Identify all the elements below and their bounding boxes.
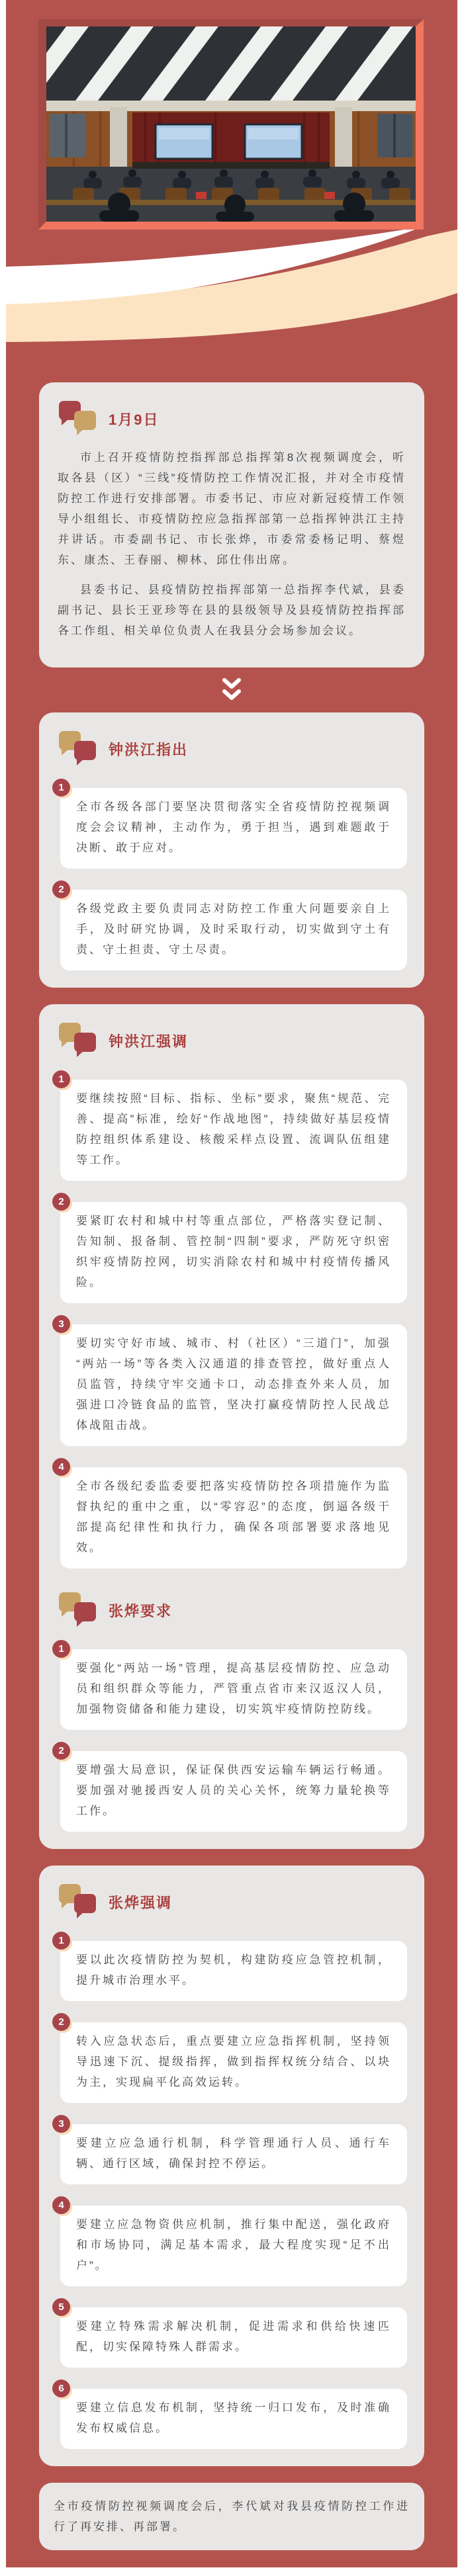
item-list — [52, 1643, 411, 1832]
numbered-item — [58, 1643, 407, 1730]
date-card-header — [59, 401, 411, 437]
item-number-badge: 1 — [52, 779, 70, 796]
section-header — [59, 1023, 411, 1058]
chat-bubble-red — [74, 1033, 96, 1052]
chat-bubbles-icon — [59, 401, 99, 437]
closing-note-card — [39, 2483, 424, 2550]
chat-bubbles-icon — [59, 731, 99, 767]
item-number-badge: 4 — [52, 1458, 70, 1476]
page-background — [6, 0, 457, 2567]
section-header — [59, 1592, 411, 1628]
section-card-zhong-emphasis — [39, 1004, 424, 1849]
numbered-item — [58, 1461, 407, 1568]
chat-bubble-red — [74, 1894, 96, 1913]
item-text: 转入应急状态后，重点要建立应急指挥机制，坚持领导迅速下沉、提级指挥，做到指挥权统分结合、以块为主，实现扁平化高效运转。 — [60, 2022, 407, 2103]
item-list — [52, 1935, 411, 2449]
numbered-item — [58, 2383, 407, 2449]
section-header — [59, 731, 411, 767]
item-text: 要建立信息发布机制，坚持统一归口发布，及时准确发布权威信息。 — [60, 2389, 407, 2449]
section-header — [59, 1884, 411, 1920]
item-text: 要建立应急通行机制，科学管理通行人员、通行车辆、通行区域，确保封控不停运。 — [60, 2124, 407, 2184]
numbered-item — [58, 2016, 407, 2103]
item-text: 要紧盯农村和城中村等重点部位，严格落实登记制、告知制、报备制、管控制“四制”要求，严防死守织密织牢疫情防控网，切实消除农村和城中村疫情传播风险。 — [60, 1202, 407, 1303]
chat-bubble-red — [74, 741, 96, 760]
item-text: 要切实守好市域、城市、村（社区）“三道门”，加强“两站一场”等各类入汉通道的排查管控，做好重点人员监管，持续守牢交通卡口，动态排查外来人员，加强进口冷链食品的监管，坚决打赢疫情防控人民战总体战阻击战。 — [60, 1324, 407, 1446]
numbered-item — [58, 1318, 407, 1446]
chat-bubbles-icon — [59, 1884, 99, 1920]
chat-bubble-red — [74, 1602, 96, 1621]
item-text: 全市各级纪委监委要把落实疫情防控各项措施作为监督执纪的重中之重，以“零容忍”的态度，倒逼各级干部提高纪律性和执行力，确保各项部署要求落地见效。 — [60, 1467, 407, 1568]
item-list — [52, 1074, 411, 1568]
item-number-badge: 2 — [52, 1193, 70, 1211]
closing-note-text: 全市疫情防控视频调度会后，李代斌对我县疫情防控工作进行了再安排、再部署。 — [54, 2500, 410, 2533]
section-title: 张烨强调 — [109, 1894, 173, 1911]
item-number-badge: 5 — [52, 2298, 70, 2316]
numbered-item — [58, 1935, 407, 2001]
chat-bubbles-icon — [59, 1023, 99, 1058]
numbered-item — [58, 1745, 407, 1832]
item-text: 要增强大局意识，保证保供西安运输车辆运行畅通。要加强对驰援西安人员的关心关怀，统筹力量轮换等工作。 — [60, 1751, 407, 1832]
item-text: 要强化“两站一场”管理，提高基层疫情防控、应急动员和组织群众等能力，严管重点省市来汉返汉人员，加强物资储备和能力建设，切实筑牢疫情防控防线。 — [60, 1649, 407, 1730]
item-number-badge: 1 — [52, 1932, 70, 1950]
section-title: 钟洪江指出 — [109, 741, 189, 758]
item-text: 要继续按照“目标、指标、坐标”要求，聚焦“规范、完善、提高”标准，绘好“作战地图”，持续做好基层疫情防控组织体系建设、核酸采样点设置、流调队伍组建等工作。 — [60, 1080, 407, 1181]
item-number-badge: 2 — [52, 880, 70, 898]
date-title: 1月9日 — [109, 411, 160, 428]
item-number-badge: 4 — [52, 2196, 70, 2214]
chat-bubbles-icon — [59, 1592, 99, 1628]
section-title: 钟洪江强调 — [109, 1033, 189, 1050]
item-number-badge: 1 — [52, 1640, 70, 1658]
item-text: 要建立应急物资供应机制，推行集中配送，强化政府和市场协同，满足基本需求，最大程度实现“足不出户”。 — [60, 2206, 407, 2286]
numbered-item — [58, 1196, 407, 1303]
item-text: 要以此次疫情防控为契机，构建防疫应急管控机制，提升城市治理水平。 — [60, 1941, 407, 2001]
photo-frame — [38, 19, 424, 230]
wave-divider — [6, 230, 457, 382]
item-list — [52, 782, 411, 970]
item-number-badge: 1 — [52, 1070, 70, 1088]
item-number-badge: 3 — [52, 2115, 70, 2133]
meeting-photo — [46, 26, 416, 222]
numbered-item — [58, 2118, 407, 2184]
paragraph: 县委书记、县疫情防控指挥部第一总指挥李代斌，县委副书记、县长王亚珍等在县的县级领导及县疫情防控指挥部各工作组、相关单位负责人在我县分会场参加会议。 — [58, 583, 406, 637]
section-title: 张烨要求 — [109, 1602, 173, 1619]
item-number-badge: 2 — [52, 1742, 70, 1760]
numbered-item — [58, 2200, 407, 2286]
item-text: 要建立特殊需求解决机制，促进需求和供给快速匹配，切实保障特殊人群需求。 — [60, 2307, 407, 2368]
section-card-zhang-emphasis — [39, 1866, 424, 2466]
item-text: 各级党政主要负责同志对防控工作重大问题要亲自上手，及时研究协调，及时采取行动，切实做到守土有责、守土担责、守土尽责。 — [60, 890, 407, 970]
paragraph: 市上召开疫情防控指挥部总指挥第8次视频调度会，听取各县（区）“三线”疫情防控工作情况汇报，并对全市疫情防控工作进行安排部署。市委书记、市应对新冠疫情工作领导小组组长、市疫情防控应急指挥部第一总指挥钟洪江主持并讲话。市委副书记、市长张烨，市委常委杨记明、蔡煜东、康杰、王春丽、柳林、邱仕伟出席。 — [58, 451, 406, 566]
double-chevron-down-icon — [220, 676, 244, 704]
numbered-item — [58, 884, 407, 970]
item-number-badge: 6 — [52, 2380, 70, 2397]
item-number-badge: 3 — [52, 1315, 70, 1333]
section-divider — [6, 667, 457, 712]
numbered-item — [58, 1074, 407, 1181]
numbered-item — [58, 782, 407, 869]
numbered-item — [58, 2301, 407, 2368]
date-card — [39, 382, 424, 667]
chat-bubble-gold — [74, 411, 96, 430]
section-card-zhong-points — [39, 712, 424, 988]
item-number-badge: 2 — [52, 2013, 70, 2031]
item-text: 全市各级各部门要坚决贯彻落实全省疫情防控视频调度会会议精神，主动作为，勇于担当，遇到难题敢于决断、敢于应对。 — [60, 788, 407, 869]
